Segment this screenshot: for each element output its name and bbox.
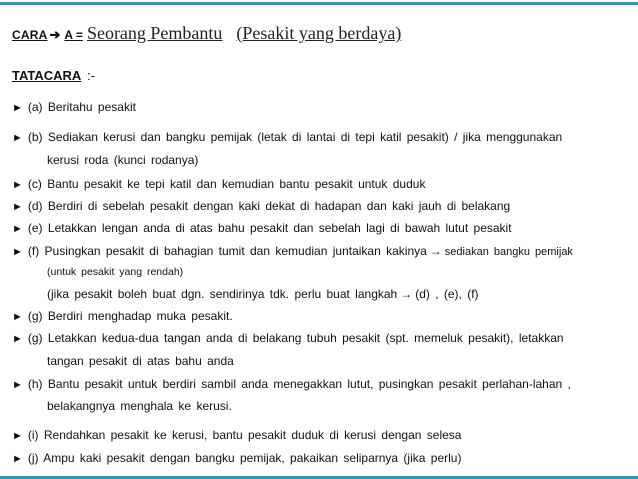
step-d	[12, 199, 510, 213]
top-accent-rule	[0, 2, 638, 5]
bullet-icon: ►	[12, 333, 23, 345]
bullet-icon: ►	[12, 179, 23, 191]
heading-suffix: :-	[86, 68, 95, 83]
step-e	[12, 221, 512, 235]
step-h	[12, 377, 571, 391]
step-text: (b) Sediakan kerusi dan bangku pemijak (letak di lantai di tepi katil pesakit) / jika menggunakan	[27, 130, 563, 144]
section-heading	[12, 68, 95, 83]
step-text: (i) Rendahkan pesakit ke kerusi, bantu pesakit duduk di kerusi dengan selesa	[27, 428, 462, 442]
step-h-continuation	[47, 399, 232, 413]
bullet-icon: ►	[12, 246, 23, 258]
right-arrow-icon: →	[400, 287, 413, 301]
bullet-icon: ►	[12, 379, 23, 391]
step-text: (untuk pesakit yang rendah)	[47, 266, 184, 278]
step-text: kerusi roda (kunci rodanya)	[47, 153, 199, 167]
title-name: Seorang Pembantu	[86, 23, 223, 43]
title-row	[12, 23, 401, 44]
bullet-icon: ►	[12, 453, 23, 465]
bullet-icon: ►	[12, 102, 23, 114]
title-subtitle: (Pesakit yang berdaya)	[236, 23, 402, 43]
right-arrow-icon: →	[429, 244, 442, 258]
step-text: (j) Ampu kaki pesakit dengan bangku pemijak, pakaikan seliparnya (jika perlu)	[27, 451, 462, 465]
step-text: (jika pesakit boleh buat dgn. sendirinya tdk. perlu buat langkah	[47, 287, 398, 301]
step-g1	[12, 309, 233, 323]
bullet-icon: ►	[12, 201, 23, 213]
step-g2	[12, 331, 564, 345]
bullet-icon: ►	[12, 430, 23, 442]
step-f-remark	[47, 287, 479, 301]
bullet-icon: ►	[12, 132, 23, 144]
step-text: (f) Pusingkan pesakit di bahagian tumit dan kemudian juntaikan kakinya	[27, 244, 427, 258]
right-arrow-icon: ➔	[49, 27, 61, 42]
step-reference: (d) , (e), (f)	[415, 287, 479, 301]
step-a	[12, 100, 136, 114]
step-c	[12, 177, 425, 191]
title-cara: CARA	[12, 28, 48, 42]
step-g2-continuation	[47, 354, 234, 368]
step-text: (d) Berdiri di sebelah pesakit dengan kaki dekat di hadapan dan kaki jauh di belakang	[27, 199, 511, 213]
step-f-note-continuation	[47, 266, 183, 278]
step-text: (g) Letakkan kedua-dua tangan anda di belakang tubuh pesakit (spt. memeluk pesakit), letakkan	[27, 331, 564, 345]
heading-text: TATACARA	[12, 68, 82, 83]
title-a-label: A =	[64, 28, 83, 42]
step-text: tangan pesakit di atas bahu anda	[47, 354, 234, 368]
step-text: (g) Berdiri menghadap muka pesakit.	[27, 309, 233, 323]
step-text: (e) Letakkan lengan anda di atas bahu pesakit dan sebelah lagi di bawah lutut pesakit	[27, 221, 512, 235]
step-note: sediakan bangku pemijak	[444, 246, 573, 258]
step-j	[12, 451, 461, 465]
step-text: (a) Beritahu pesakit	[27, 100, 136, 114]
step-f	[12, 244, 573, 258]
step-text: (h) Bantu pesakit untuk berdiri sambil anda menegakkan lutut, pusingkan pesakit perlahan-lahan ,	[27, 377, 571, 391]
step-b-continuation	[47, 153, 198, 167]
step-i	[12, 428, 461, 442]
bullet-icon: ►	[12, 311, 23, 323]
step-b	[12, 130, 562, 144]
step-text: (c) Bantu pesakit ke tepi katil dan kemudian bantu pesakit untuk duduk	[27, 177, 426, 191]
bullet-icon: ►	[12, 223, 23, 235]
step-text: belakangnya menghala ke kerusi.	[47, 399, 232, 413]
